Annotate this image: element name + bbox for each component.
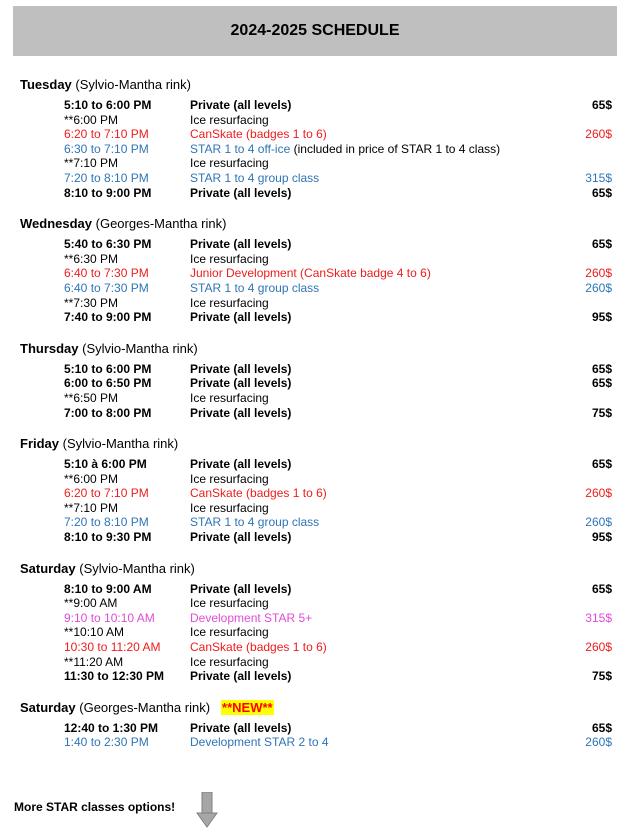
time-slot: 7:40 to 9:00 PM xyxy=(64,310,152,325)
schedule-row xyxy=(20,582,616,597)
price: 65$ xyxy=(591,98,612,112)
day-name: Tuesday xyxy=(20,77,72,92)
schedule-row xyxy=(20,252,616,267)
day-section xyxy=(20,340,616,420)
schedule-row xyxy=(20,127,616,142)
activity-name: Ice resurfacing xyxy=(190,500,269,515)
day-heading xyxy=(20,560,616,577)
activity-name: Private (all levels) xyxy=(190,185,292,200)
activity-label xyxy=(190,142,500,157)
activity-name: STAR 1 to 4 group class xyxy=(190,280,320,295)
price: 315$ xyxy=(585,610,612,625)
schedule-row xyxy=(20,640,616,655)
activity-label xyxy=(190,596,269,611)
activity-name: Private (all levels) xyxy=(190,237,292,252)
price: 260$ xyxy=(585,127,612,142)
activity-label xyxy=(190,735,329,750)
activity-label xyxy=(190,501,269,516)
activity-label xyxy=(190,171,319,186)
schedule-row xyxy=(20,156,616,171)
price: 65$ xyxy=(591,237,612,252)
schedule-row xyxy=(20,406,616,421)
schedule-row xyxy=(20,376,616,391)
day-section xyxy=(20,560,616,684)
time-slot: 12:40 to 1:30 PM xyxy=(64,720,159,735)
activity-label xyxy=(190,655,269,670)
activity-name: Ice resurfacing xyxy=(190,625,269,640)
time-slot: 10:30 to 11:20 AM xyxy=(64,640,161,655)
price: 260$ xyxy=(585,640,612,655)
activity-name: STAR 1 to 4 off-ice xyxy=(190,141,291,156)
time-slot: 5:40 to 6:30 PM xyxy=(64,237,152,252)
schedule-row xyxy=(20,237,616,252)
price: 260$ xyxy=(585,735,612,750)
schedule-row xyxy=(20,530,616,545)
price: 75$ xyxy=(591,669,612,684)
schedule-row xyxy=(20,735,616,750)
day-section xyxy=(20,435,616,545)
time-slot: 6:20 to 7:10 PM xyxy=(64,127,149,142)
price: 95$ xyxy=(591,530,612,545)
time-slot: 7:20 to 8:10 PM xyxy=(64,515,149,530)
schedule-row xyxy=(20,457,616,472)
price: 260$ xyxy=(585,515,612,530)
time-slot: **7:10 PM xyxy=(64,156,119,171)
schedule-row xyxy=(20,142,616,157)
activity-name: Ice resurfacing xyxy=(190,471,269,486)
activity-label xyxy=(190,486,327,501)
day-heading xyxy=(20,699,616,716)
time-slot: **6:30 PM xyxy=(64,251,119,266)
activity-label xyxy=(190,721,291,736)
schedule-row xyxy=(20,611,616,626)
rink-name: (Georges-Mantha rink) xyxy=(79,699,211,715)
time-slot: 6:40 to 7:30 PM xyxy=(64,280,149,295)
activity-name: Private (all levels) xyxy=(190,581,292,596)
time-slot: **6:50 PM xyxy=(64,390,119,405)
activity-label xyxy=(190,281,319,296)
activity-label xyxy=(190,611,312,626)
schedule-content xyxy=(20,76,616,765)
activity-label xyxy=(190,457,291,472)
activity-name: Development STAR 2 to 4 xyxy=(190,735,329,750)
activity-label xyxy=(190,98,291,113)
activity-name: Ice resurfacing xyxy=(190,251,269,266)
schedule-row xyxy=(20,596,616,611)
price: 260$ xyxy=(585,266,612,281)
schedule-row xyxy=(20,171,616,186)
activity-name: Ice resurfacing xyxy=(190,156,269,171)
activity-label xyxy=(190,391,269,406)
activity-label xyxy=(190,113,269,128)
price: 65$ xyxy=(591,185,612,200)
activity-label xyxy=(190,237,291,252)
day-heading xyxy=(20,435,616,452)
activity-label xyxy=(190,156,269,171)
day-name: Wednesday xyxy=(20,216,93,232)
time-slot: **10:10 AM xyxy=(64,625,125,640)
activity-label xyxy=(190,472,269,487)
activity-name: CanSkate (badges 1 to 6) xyxy=(190,486,327,501)
time-slot: **7:10 PM xyxy=(64,500,119,515)
activity-name: Private (all levels) xyxy=(190,98,292,112)
schedule-row xyxy=(20,515,616,530)
activity-name: Private (all levels) xyxy=(190,720,292,735)
price: 95$ xyxy=(591,310,612,325)
activity-label xyxy=(190,376,291,391)
rink-name: (Sylvio-Mantha rink) xyxy=(82,340,198,356)
time-slot: 5:10 à 6:00 PM xyxy=(64,457,147,472)
rink-name: (Sylvio-Mantha rink) xyxy=(79,560,195,576)
activity-name: Ice resurfacing xyxy=(190,596,269,611)
activity-label xyxy=(190,296,269,311)
schedule-row xyxy=(20,186,616,201)
activity-name: Private (all levels) xyxy=(190,457,292,472)
activity-name: STAR 1 to 4 group class xyxy=(190,170,320,185)
activity-name: Private (all levels) xyxy=(190,361,292,376)
time-slot: **9:00 AM xyxy=(64,596,118,611)
day-name: Saturday xyxy=(20,560,76,576)
price: 75$ xyxy=(591,405,612,420)
time-slot: 8:10 to 9:30 PM xyxy=(64,530,152,545)
activity-name: Private (all levels) xyxy=(190,669,292,684)
day-section xyxy=(20,76,616,200)
price: 65$ xyxy=(591,361,612,376)
schedule-row xyxy=(20,113,616,128)
schedule-row xyxy=(20,669,616,684)
schedule-row xyxy=(20,625,616,640)
price: 65$ xyxy=(591,457,612,472)
down-arrow-icon xyxy=(196,792,218,828)
day-name: Thursday xyxy=(20,340,79,356)
schedule-row xyxy=(20,98,616,113)
schedule-row xyxy=(20,281,616,296)
activity-name: Ice resurfacing xyxy=(190,654,269,669)
activity-label xyxy=(190,625,269,640)
new-badge: **NEW** xyxy=(222,699,273,715)
schedule-row xyxy=(20,486,616,501)
schedule-row xyxy=(20,655,616,670)
activity-name: Private (all levels) xyxy=(190,530,292,545)
activity-label xyxy=(190,406,291,421)
day-name: Friday xyxy=(20,436,60,452)
activity-name: CanSkate (badges 1 to 6) xyxy=(190,640,327,655)
time-slot: 5:10 to 6:00 PM xyxy=(64,98,152,112)
activity-label xyxy=(190,640,327,655)
rink-name: (Sylvio-Mantha rink) xyxy=(62,436,179,452)
day-section xyxy=(20,215,616,325)
schedule-row xyxy=(20,296,616,311)
rink-name: (Georges-Mantha rink) xyxy=(95,216,227,232)
activity-label xyxy=(190,186,291,201)
price: 65$ xyxy=(591,581,612,596)
activity-name: Ice resurfacing xyxy=(190,112,269,127)
activity-name: Ice resurfacing xyxy=(190,295,269,310)
day-heading xyxy=(20,76,616,93)
activity-name: STAR 1 to 4 group class xyxy=(190,515,320,530)
activity-name: Private (all levels) xyxy=(190,310,292,325)
time-slot: 5:10 to 6:00 PM xyxy=(64,361,152,376)
schedule-title-banner xyxy=(13,6,617,56)
activity-label xyxy=(190,252,269,267)
day-heading xyxy=(20,215,616,232)
schedule-row xyxy=(20,501,616,516)
activity-label xyxy=(190,669,291,684)
time-slot: **11:20 AM xyxy=(64,654,124,669)
time-slot: 7:20 to 8:10 PM xyxy=(64,170,149,185)
time-slot: 7:00 to 8:00 PM xyxy=(64,405,152,420)
time-slot: 6:00 to 6:50 PM xyxy=(64,376,152,391)
schedule-row xyxy=(20,472,616,487)
time-slot: 8:10 to 9:00 PM xyxy=(64,185,152,200)
day-name: Saturday xyxy=(20,699,76,715)
page-title: 2024-2025 SCHEDULE xyxy=(230,22,400,39)
time-slot: **7:30 PM xyxy=(64,295,119,310)
activity-name: Private (all levels) xyxy=(190,405,292,420)
time-slot: **6:00 PM xyxy=(64,112,119,127)
activity-label xyxy=(190,530,291,545)
time-slot: **6:00 PM xyxy=(64,471,119,486)
price: 315$ xyxy=(585,170,612,185)
price: 65$ xyxy=(591,376,612,391)
activity-label xyxy=(190,582,291,597)
schedule-row xyxy=(20,310,616,325)
time-slot: 8:10 to 9:00 AM xyxy=(64,581,152,596)
more-star-classes-label: More STAR classes options! xyxy=(14,800,176,814)
day-heading xyxy=(20,340,616,357)
activity-label xyxy=(190,310,291,325)
time-slot: 6:40 to 7:30 PM xyxy=(64,266,149,281)
rink-name: (Sylvio-Mantha rink) xyxy=(75,77,191,92)
time-slot: 6:20 to 7:10 PM xyxy=(64,486,149,501)
activity-name: Private (all levels) xyxy=(190,376,292,391)
price: 260$ xyxy=(585,280,612,295)
time-slot: 9:10 to 10:10 AM xyxy=(64,610,155,625)
activity-label xyxy=(190,266,431,281)
activity-label xyxy=(190,362,291,377)
schedule-row xyxy=(20,266,616,281)
price: 260$ xyxy=(585,486,612,501)
activity-label xyxy=(190,127,327,142)
schedule-row xyxy=(20,391,616,406)
activity-name: CanSkate (badges 1 to 6) xyxy=(190,127,327,142)
activity-name: Ice resurfacing xyxy=(190,390,269,405)
activity-name: Junior Development (CanSkate badge 4 to 6) xyxy=(190,266,431,281)
time-slot: 1:40 to 2:30 PM xyxy=(64,735,149,750)
time-slot: 11:30 to 12:30 PM xyxy=(64,669,165,684)
activity-note: (included in price of STAR 1 to 4 class) xyxy=(293,141,501,156)
schedule-row xyxy=(20,362,616,377)
more-star-classes-footer xyxy=(14,800,175,814)
price: 65$ xyxy=(591,720,612,735)
activity-name: Development STAR 5+ xyxy=(190,610,313,625)
schedule-row xyxy=(20,721,616,736)
day-section xyxy=(20,699,616,750)
time-slot: 6:30 to 7:10 PM xyxy=(64,141,149,156)
activity-label xyxy=(190,515,319,530)
